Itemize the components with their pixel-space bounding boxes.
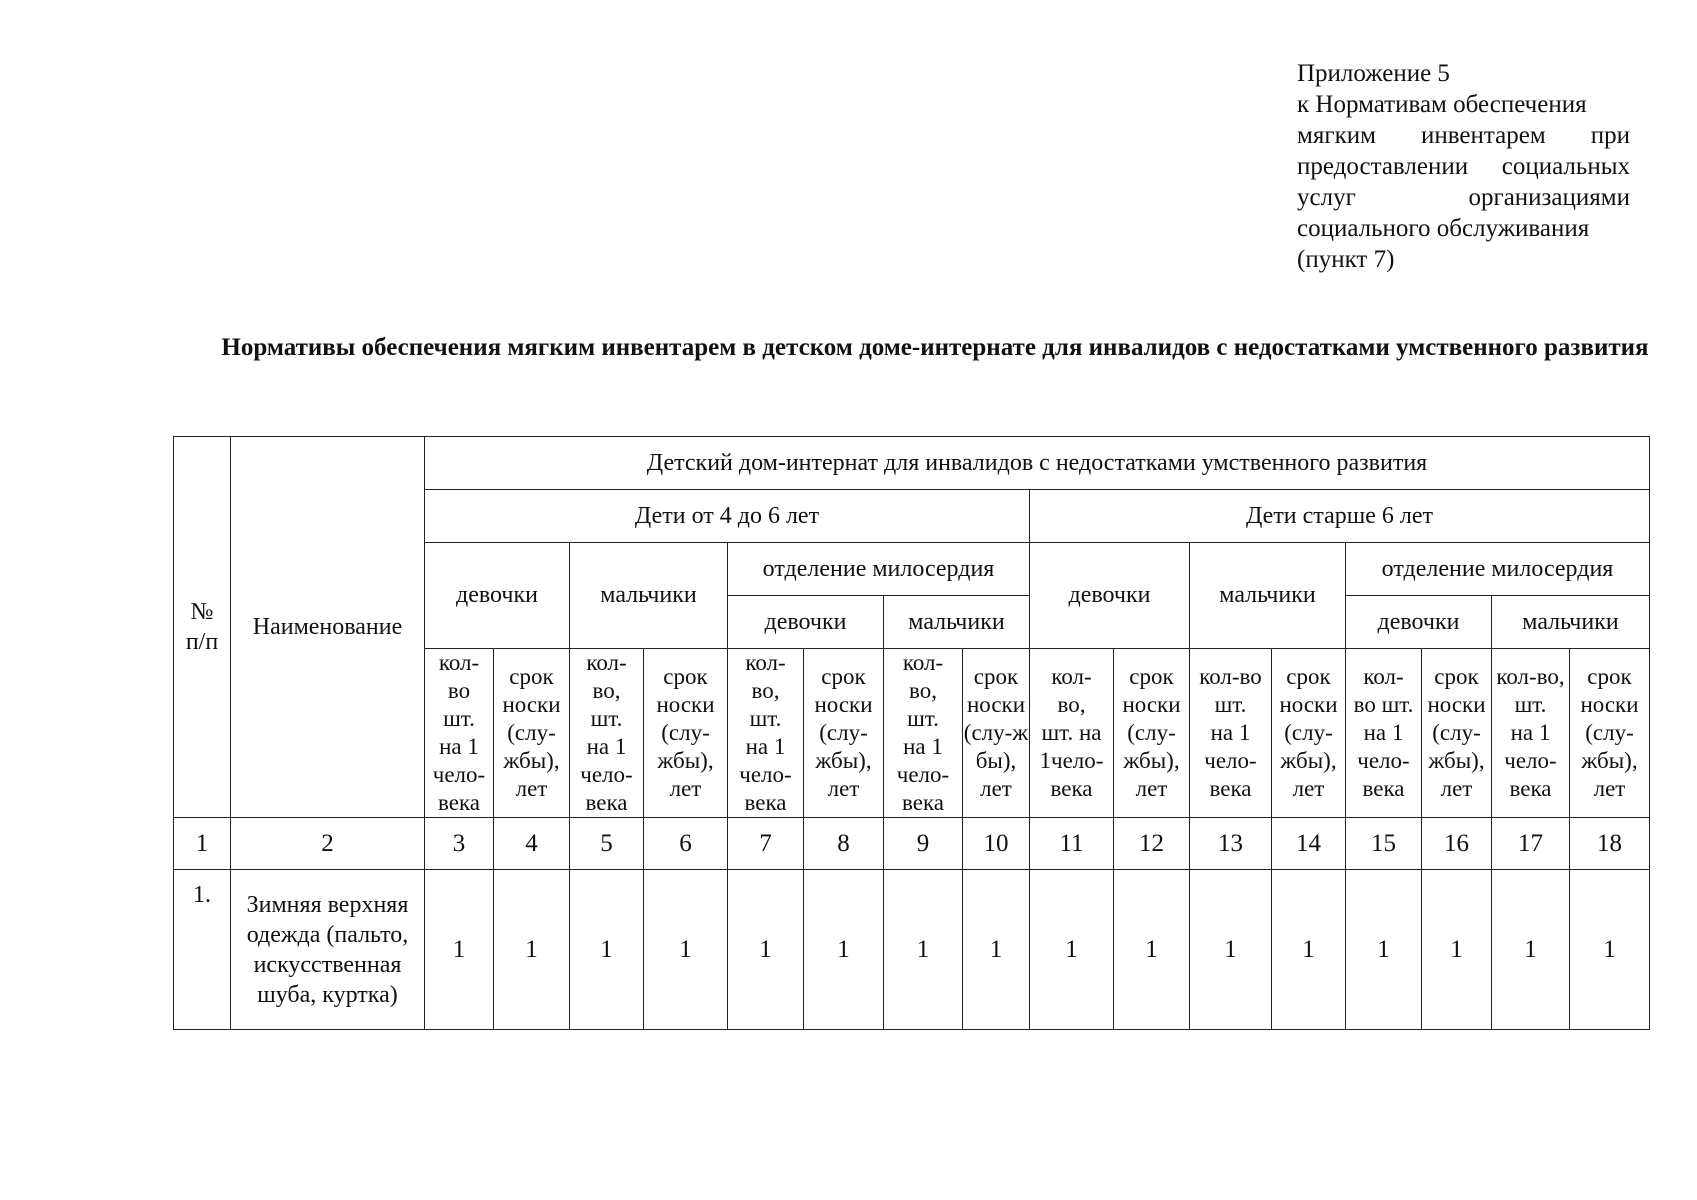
- column-number: 13: [1190, 818, 1272, 870]
- column-header-quantity: [1190, 649, 1272, 818]
- column-number: 4: [494, 818, 570, 870]
- column-header-text: срок: [1286, 664, 1331, 689]
- header-mercy-girls: девочки: [1346, 596, 1492, 649]
- column-header-text: срок: [663, 664, 708, 689]
- column-header-text: шт.: [1514, 692, 1547, 717]
- appendix-line: предоставлении социальных: [1297, 153, 1630, 180]
- column-header-text: (слу-: [1127, 720, 1176, 745]
- column-header-wear-period: [1114, 649, 1190, 818]
- column-header-text: на 1: [903, 734, 943, 759]
- row-value: 1: [570, 870, 644, 1030]
- row-item-name-line: одежда (пальто,: [246, 921, 409, 948]
- row-value: 1: [963, 870, 1030, 1030]
- column-header-text: кол-: [745, 650, 786, 675]
- row-value: 1: [1272, 870, 1346, 1030]
- header-girls: девочки: [425, 543, 570, 649]
- row-item-name-line: шуба, куртка): [257, 981, 398, 1008]
- row-value: 1: [1570, 870, 1650, 1030]
- column-header-text: во,: [751, 678, 780, 703]
- row-value: 1: [1190, 870, 1272, 1030]
- column-header-text: века: [438, 790, 480, 815]
- column-number-row: [174, 818, 1650, 870]
- column-header-text: на 1: [745, 734, 786, 759]
- header-age-group-over-6: Дети старше 6 лет: [1030, 490, 1650, 543]
- column-header-text: шт.: [443, 706, 475, 731]
- header-mercy-boys: мальчики: [1492, 596, 1650, 649]
- column-header-text: на 1: [439, 734, 479, 759]
- column-header-text: века: [1509, 776, 1552, 801]
- appendix-line: к Нормативам обеспечения: [1297, 91, 1587, 118]
- header-mercy-girls: девочки: [728, 596, 884, 649]
- column-header-text: века: [585, 790, 628, 815]
- row-value: 1: [804, 870, 884, 1030]
- column-header-text: носки: [966, 692, 1026, 717]
- column-header-text: носки: [656, 692, 715, 717]
- column-header-text: срок: [973, 664, 1019, 689]
- column-header-text: (слу-: [1585, 720, 1634, 745]
- column-number: 6: [644, 818, 728, 870]
- column-number: 17: [1492, 818, 1570, 870]
- row-value: 1: [1422, 870, 1492, 1030]
- column-header-text: чело-: [1204, 748, 1257, 773]
- column-number: 14: [1272, 818, 1346, 870]
- row-value: 1: [1492, 870, 1570, 1030]
- appendix-line: мягким инвентарем при: [1297, 122, 1630, 149]
- column-number: 18: [1570, 818, 1650, 870]
- column-header-text: на 1: [586, 734, 627, 759]
- column-header-text: века: [902, 790, 944, 815]
- appendix-line: социального обслуживания: [1297, 215, 1590, 242]
- column-number: 16: [1422, 818, 1492, 870]
- header-boys: мальчики: [1190, 543, 1346, 649]
- column-header-text: срок: [509, 664, 554, 689]
- header-name-cell: Наименование: [231, 437, 425, 818]
- column-header-text: шт.: [907, 706, 939, 731]
- row-item-name-line: искусственная: [253, 951, 402, 978]
- column-header-text: лет: [515, 776, 548, 801]
- column-header-text: жбы),: [657, 748, 714, 773]
- row-item-name: [231, 870, 425, 1030]
- row-value: 1: [644, 870, 728, 1030]
- column-header-wear-period: [494, 649, 570, 818]
- header-mercy-department: отделение милосердия: [728, 543, 1030, 596]
- column-header-wear-period: [1570, 649, 1650, 818]
- column-header-text: жбы),: [1581, 748, 1638, 773]
- column-number: 5: [570, 818, 644, 870]
- row-value: 1: [1114, 870, 1190, 1030]
- column-header-text: лет: [669, 776, 702, 801]
- column-header-text: во,: [1057, 692, 1086, 717]
- column-header-text: (слу-: [507, 720, 556, 745]
- column-header-text: века: [1362, 776, 1405, 801]
- column-header-text: (слу-: [1284, 720, 1333, 745]
- column-header-text: жбы),: [1123, 748, 1180, 773]
- row-value: 1: [494, 870, 570, 1030]
- column-number: 9: [884, 818, 963, 870]
- column-header-text: века: [1050, 776, 1093, 801]
- column-header-text: лет: [980, 776, 1012, 801]
- column-header-text: лет: [1292, 776, 1325, 801]
- column-header-text: чело-: [1504, 748, 1557, 773]
- norms-table: [173, 436, 1650, 1030]
- column-header-text: века: [1209, 776, 1252, 801]
- row-value: 1: [884, 870, 963, 1030]
- column-header-text: носки: [1427, 692, 1486, 717]
- column-number: 10: [963, 818, 1030, 870]
- column-header-text: бы),: [975, 748, 1017, 773]
- column-header-text: на 1: [1363, 720, 1404, 745]
- header-number-pp: п/п: [185, 629, 219, 655]
- column-number: 1: [174, 818, 231, 870]
- column-header-text: носки: [1279, 692, 1338, 717]
- column-header-text: чело-: [739, 762, 792, 787]
- column-header-text: кол-во,: [1496, 664, 1565, 689]
- column-header-text: срок: [1587, 664, 1632, 689]
- column-header-text: кол-: [1051, 664, 1092, 689]
- column-header-text: кол-: [902, 650, 944, 675]
- column-header-wear-period: [804, 649, 884, 818]
- column-header-text: чело-: [896, 762, 950, 787]
- column-header-text: шт.: [1214, 692, 1247, 717]
- header-mercy-department: отделение милосердия: [1346, 543, 1650, 596]
- column-number: 3: [425, 818, 494, 870]
- column-header-text: чело-: [580, 762, 633, 787]
- column-header-text: жбы),: [815, 748, 872, 773]
- column-header-text: 1чело-: [1039, 748, 1104, 773]
- table-row: [174, 870, 1650, 1030]
- column-header-quantity: [425, 649, 494, 818]
- column-header-wear-period: [1422, 649, 1492, 818]
- header-girls: девочки: [1030, 543, 1190, 649]
- header-number-cell: [174, 437, 231, 818]
- column-header-text: во,: [592, 678, 621, 703]
- column-header-text: жбы),: [1280, 748, 1337, 773]
- column-header-quantity: [728, 649, 804, 818]
- column-header-quantity: [1030, 649, 1114, 818]
- header-row-main: [174, 437, 1650, 490]
- row-value: 1: [1346, 870, 1422, 1030]
- column-header-text: жбы),: [503, 748, 560, 773]
- header-number-sign: №: [190, 599, 214, 625]
- column-header-text: кол-: [586, 650, 627, 675]
- column-header-text: носки: [1122, 692, 1181, 717]
- column-header-text: на 1: [1210, 720, 1251, 745]
- column-header-text: жбы),: [1428, 748, 1485, 773]
- column-header-text: носки: [1580, 692, 1639, 717]
- column-header-text: на 1: [1510, 720, 1551, 745]
- column-header-text: носки: [814, 692, 873, 717]
- column-number: 11: [1030, 818, 1114, 870]
- row-value: 1: [1030, 870, 1114, 1030]
- column-header-text: лет: [1440, 776, 1473, 801]
- header-boys: мальчики: [570, 543, 728, 649]
- column-header-text: кол-во: [1199, 664, 1262, 689]
- header-mercy-boys: мальчики: [884, 596, 1030, 649]
- column-header-text: срок: [1129, 664, 1174, 689]
- column-number: 7: [728, 818, 804, 870]
- column-header-text: (слу-: [819, 720, 868, 745]
- column-number: 2: [231, 818, 425, 870]
- row-value: 1: [728, 870, 804, 1030]
- appendix-line: Приложение 5: [1297, 60, 1450, 87]
- appendix-line: услуг организациями: [1297, 184, 1630, 211]
- column-header-text: века: [744, 790, 787, 815]
- column-header-text: шт. на: [1041, 720, 1102, 745]
- column-header-quantity: [884, 649, 963, 818]
- column-header-text: кол-: [438, 650, 480, 675]
- row-item-name-line: Зимняя верхняя: [246, 891, 409, 918]
- column-number: 15: [1346, 818, 1422, 870]
- header-institution: Детский дом-интернат для инвалидов с недостатками умственного развития: [425, 437, 1650, 490]
- column-header-quantity: [570, 649, 644, 818]
- column-header-wear-period: [644, 649, 728, 818]
- header-age-group-4-6: Дети от 4 до 6 лет: [425, 490, 1030, 543]
- column-number: 12: [1114, 818, 1190, 870]
- row-number: 1.: [174, 870, 231, 1030]
- column-header-text: чело-: [1357, 748, 1410, 773]
- column-header-quantity: [1346, 649, 1422, 818]
- column-header-wear-period: [963, 649, 1030, 818]
- column-header-text: носки: [502, 692, 561, 717]
- column-header-text: лет: [827, 776, 860, 801]
- column-header-text: (слу-: [661, 720, 710, 745]
- column-header-quantity: [1492, 649, 1570, 818]
- appendix-reference: [1297, 58, 1630, 275]
- column-header-text: лет: [1593, 776, 1626, 801]
- column-header-text: (слу-ж: [963, 720, 1029, 745]
- column-header-text: кол-: [1363, 664, 1404, 689]
- column-header-text: (слу-: [1432, 720, 1481, 745]
- column-header-text: срок: [1434, 664, 1479, 689]
- row-value: 1: [425, 870, 494, 1030]
- column-header-wear-period: [1272, 649, 1346, 818]
- column-header-text: во шт.: [1353, 692, 1414, 717]
- column-header-text: лет: [1135, 776, 1168, 801]
- column-header-text: чело-: [432, 762, 486, 787]
- column-header-text: во: [447, 678, 471, 703]
- document-title: Нормативы обеспечения мягким инвентарем в детском доме-интернате для инвалидов с недостатками умственного развития: [221, 334, 1649, 361]
- column-header-text: шт.: [749, 706, 782, 731]
- column-header-text: шт.: [590, 706, 623, 731]
- column-number: 8: [804, 818, 884, 870]
- column-header-text: во,: [909, 678, 937, 703]
- appendix-line: (пункт 7): [1297, 246, 1395, 273]
- column-header-text: срок: [821, 664, 866, 689]
